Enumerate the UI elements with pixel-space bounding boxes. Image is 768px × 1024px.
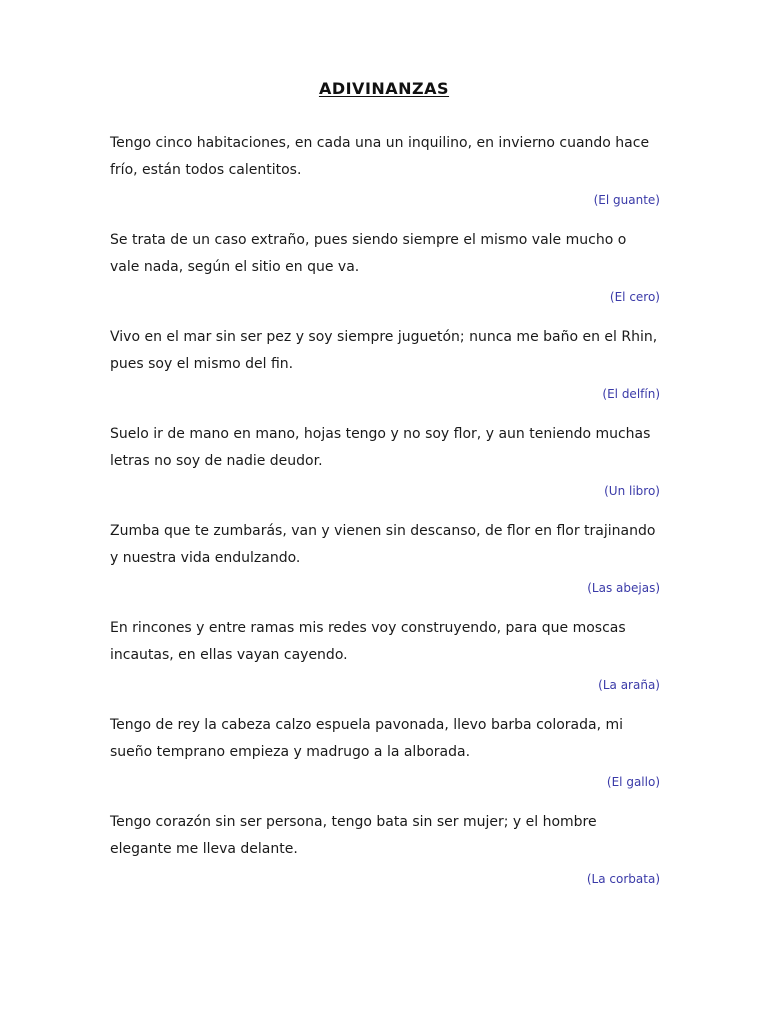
riddle-item [110, 518, 660, 615]
riddle-item [110, 130, 660, 227]
riddle-answer: (El guante) [593, 193, 660, 207]
riddle-answer: (La araña) [598, 678, 660, 692]
riddle-answer: (Un libro) [604, 484, 660, 498]
riddle-text: Suelo ir de mano en mano, hojas tengo y no soy flor, y aun teniendo muchas letras no soy de nadie deudor. [110, 426, 651, 469]
riddle-item [110, 712, 660, 809]
riddle-answer: (El cero) [609, 290, 660, 304]
riddle-item [110, 227, 660, 324]
riddle-answer: (Las abejas) [587, 581, 660, 595]
riddle-item [110, 421, 660, 518]
riddle-text: Se trata de un caso extraño, pues siendo siempre el mismo vale mucho o vale nada, según el sitio en que va. [110, 232, 627, 275]
document-title: ADIVINANZAS [318, 79, 450, 98]
riddle-answer: (El delfín) [602, 387, 660, 401]
riddle-text: Tengo cinco habitaciones, en cada una un inquilino, en invierno cuando hace frío, están todos calentitos. [110, 135, 650, 178]
riddle-answer: (El gallo) [606, 775, 660, 789]
riddle-item [110, 615, 660, 712]
riddle-text: Vivo en el mar sin ser pez y soy siempre juguetón; nunca me baño en el Rhin, pues soy el mismo del fin. [110, 329, 658, 372]
riddle-item [110, 324, 660, 421]
riddle-text: Tengo de rey la cabeza calzo espuela pavonada, llevo barba colorada, mi sueño temprano empieza y madrugo a la alborada. [110, 717, 624, 760]
riddle-list [110, 130, 660, 906]
riddle-text: Tengo corazón sin ser persona, tengo bata sin ser mujer; y el hombre elegante me lleva delante. [110, 814, 597, 857]
riddle-text: En rincones y entre ramas mis redes voy construyendo, para que moscas incautas, en ellas vayan cayendo. [110, 620, 626, 663]
riddle-item [110, 809, 660, 906]
riddle-text: Zumba que te zumbarás, van y vienen sin descanso, de flor en flor trajinando y nuestra vida endulzando. [110, 523, 656, 566]
riddle-answer: (La corbata) [586, 872, 660, 886]
